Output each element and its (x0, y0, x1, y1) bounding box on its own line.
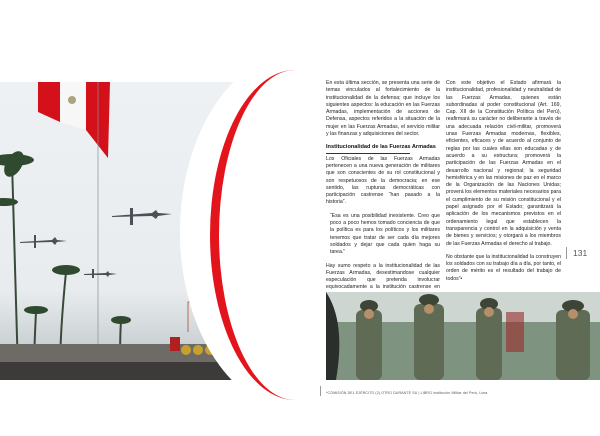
body-paragraph: Hay sumo respeto a la institucionalidad de las Fuerzas Armadas, desestimandose cualquier especulación que pretenda involucrar equivocadamente a la institución castrense en (326, 262, 440, 291)
subheading-rule (326, 153, 410, 154)
body-paragraph: Con este objetivo el Estado afirmará la institucionalidad, profesionalidad y neutralidad de las Fuerzas Armadas, quienes están subordinadas al poder constitucional (Art. 169, Cap. XII de la Constitución Política del Perú), reafirmará su carácter no deliberante a través de una adecuada relación civil-militar, promoverá unas Fuerzas Armadas modernas, flexibles, eficientes, eficaces y de acuerdo al conjunto de reglas por las cuales ellas son educadas y de acuerdo a su estructura; promoverá la participación de las Fuerzas Armadas en el desarrollo nacional y regional; la seguridad hemisférica y en las misiones de paz en el marco de la Organización de las Naciones Unidas; proverá los elementos materiales necesarios para el cumplimiento de su misión constitucional y el papel asignado por el Estado; garantizará la aplicación de los mecanismos previstos en el ordenamiento legal que establecen la transparencia y control en la adquisición y venta de bienes y servicios; y otorgará a los miembros de las Fuerzas Armadas el derecho al trabajo. (446, 80, 561, 247)
soldiers-illustration (326, 292, 600, 380)
quote-paragraph: “Esa es una posibilidad inexistente. Creo que poco a poco hemos tomado conciencia de que la política es para los políticos y los militares tenemos que tratar de ser cada día mejores soldados y dejar que cada quien haga su tarea.” (330, 212, 440, 256)
photo-credit: *COMISIÓN DEL EJÉRCITO (2) OTRO DURANTE SU | LIBRO Institución Militar del Perú, Lima (326, 391, 488, 395)
body-paragraph: Los Oficiales de las Fuerzas Armadas pertenecen a una nueva generación de militares que son conscientes de su rol constitucional y son respetuosos de la democracia; en ese sentido, las rupturas democráticas con participación castrense “han pasado a la historia”. (326, 155, 440, 206)
body-paragraph: No obstante que la institucionalidad la construyen los soldados con su trabajo día a día, por tanto, el orden de mérito es el resultado del trabajo de todos”• (446, 253, 561, 282)
intro-paragraph: En esta última sección, se presenta una serie de temas vinculados al fortalecimiento de la institucionalidad de la defensa; que incluye los siguientes aspectos: la educación en las Fuerzas Armadas, implementación de acciones de Defensa, aspectos referidos a la situación de la mujer en las Fuerzas Armadas, el servicio militar y las finanzas y adquisiciones del sector. (326, 80, 440, 138)
section-subheading: Institucionalidad de las Fuerzas Armadas (326, 144, 436, 151)
page-number: 131 (573, 248, 588, 258)
page-number-rule (566, 247, 567, 259)
text-column-1 (326, 80, 440, 312)
text-column-2 (446, 80, 561, 289)
footer-rule (320, 386, 321, 396)
soldiers-photo (326, 292, 600, 380)
